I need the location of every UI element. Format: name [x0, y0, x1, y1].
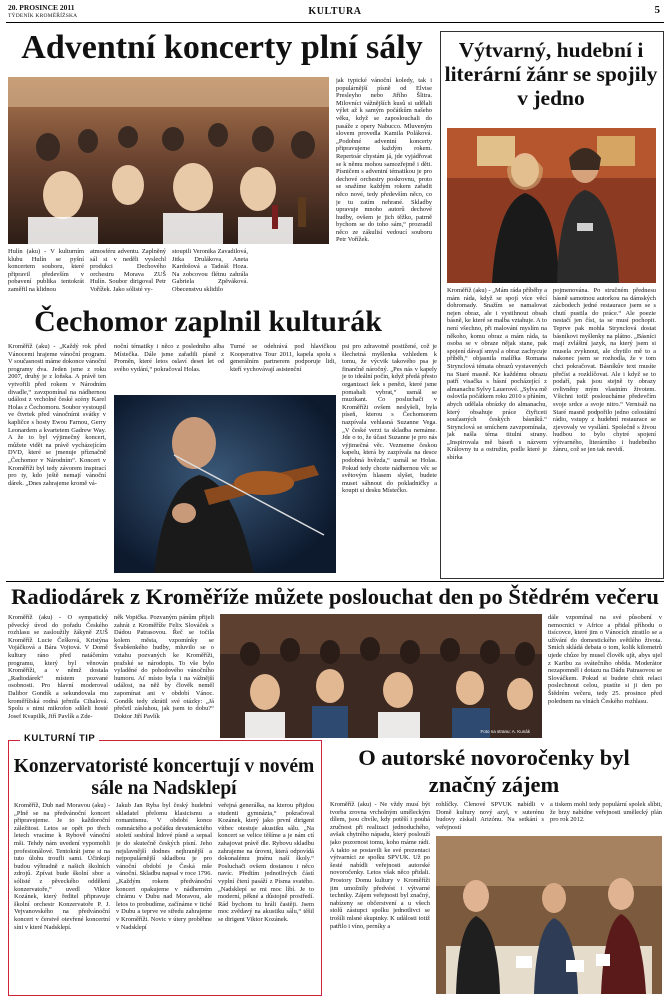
- radio-audience-image: [220, 614, 542, 738]
- painter-photo: [447, 128, 656, 283]
- article-adventni-col4: jak typické vánoční koledy, tak i populárnější písně od Elvise Presleyho nebo Jiřího Šlitra. Milovníci vážnějších kusů si udělali výlet až k samým počátkům našeho věku, když se zaposlouchali do pasáže z opery Nabucco. Mluveným slovem provedla Kamila Poláková. „Podobné adventní koncerty připravujeme každým rokem. Repertoár chystám já, jde vyjádřovat se k němu mohou samozřejmě i děti. Písničem s adventní tématikou je pro dechové orchestry poskrovnu, proto se snažíme každým rokem zařadit něco nové, tedy především něco, co je tu zatím nehrané. Skladby upravuje mnoho autorů dechové hudby, ovšem je jich těžko, patrně bychom se do toho sám,“ prozradil něco ze zákulisí vedoucí souboru Petr Vořížek.: [336, 77, 432, 244]
- header-rule: [6, 22, 664, 23]
- article-cechomor-col3: psi pro zdravotně postižené, což je šlechetná myšlenka vzhledem k tomu, že výcvik takového psa je finančně náročný. „Pes nás v kapely je to ideální počin, když předá přesto organizaci šek s penězi, které jsme pomahali vybrat,“ usmál se muzikant. Co posluchači v Kroměříži ovšem neslyšeli, byla píseň, kterou s Čechomorem nazpívala vehlasná Suzanne Vega. „V české verzi ta skladba nemáme. Jde o to, že účast Suzanne je pro nás výjimečná věc. Vezmeme českou kapelu, která by zazpívala na desce podobná hvězda,“ usmál se Holas. Pokud tedy chcete nádhernou věc se světovým hlasem slyšet, budete muset sáhnout do pokladničky a koupit si desku Místečko.: [342, 343, 437, 495]
- article-cechomor-col2b: Turné se odehrává pod hlavičkou Kooperativa Tour 2011, kapela spolu s generálním partnerem podporuje lidi, kteří vychovávají asistenční: [230, 343, 336, 373]
- concert-audience-image: [8, 77, 329, 244]
- novorocenky-image: [436, 836, 662, 994]
- article-novorocenky-col1: Kroměříž (aku) - Ne vždy musí být tvorba zrovna vrcholným uměleckým dílem, jsou chvíle, kdy potěší i pouhá zručnost při realizaci jednoduchého, avšak chytrého nápadu, který poslouží jako pozornost tomu, koho máme rádi. A takto se postavili ke své prezentaci výtvarníci ze spolku SPVUK. Už po šesté nabídli veřejnosti autorské novoročenky. Letos však něco přidali. Prostory Domu kultury v Kroměříži jim umožnily předvést i výtvarné techniky. Zájem veřejnosti byl značný, nabízeny se občerstvení a u všech stolů zástupci spolku jednotlivci se trošíli mlsné skupinky. K události totiž patřilo i víno, perníky a: [330, 801, 430, 930]
- page-number: 5: [654, 4, 660, 16]
- article-konzervatoriste-col2: Jakub Jan Ryba byl český hudební skladatel přelomu klasicismu a romantismu. V období konce osmnáctého a počátku devatenáctého století sesbíral lidové písně a sepsal je do skutečně českých písní. Jeho nejslavnější dodnes nejhranější a nejpopulárnější skladbou je pro vánoční období je Česká mše vánoční. Skladbu napsal v roce 1796. „Každým rokem předvánoční koncert opakujeme v nádherném chrámu v Dubu nad Moravou, ale letos to probudíme, začínáme v tiché v Dubu a teprve ve středu zahrajeme v Kroměříži. Novic v útery proběhne v Nadsklepí: [116, 802, 212, 931]
- article-cechomor-col1: Kroměříž (aku) - „Každý rok před Vánocemi hrajeme vánoční program. V současnosti máme dokonce vánoční programy dva. Jeden jsme z roku 2007, druhý je z loňska. A právě ten vytvořili před rokem v Národním divadle,“ zavzpomínal na nádhernou událost z vrcholné české scény Karel Holas z Čechomoru. Soubor vystoupil ve čtvrtek před vánočními svátky v kapličce s hosty Ewou Farnou, Gerry Leonardem a kvartetem Gadrew Way. A že to byl výjimečný koncert, můžete vidět na právě vycházejícím DVD, které se jmenuje příznačně „Čechomor v Národním“. Koncert v Kroměříži byl tedy závorem inspirací pro ty, kdo ještě nemají vánoční dárek. „Dnes zahrajeme kromě vá-: [8, 343, 106, 487]
- paper-name: TÝDENÍK KROMĚŘÍŽSKA: [8, 13, 78, 19]
- violinist-image: [114, 395, 336, 573]
- violinist-photo: [114, 395, 336, 573]
- novorocenky-photo: [436, 836, 662, 994]
- article-vytvarny-title: Výtvarný, hudební i literární žánr se spojily v jedno: [444, 38, 658, 110]
- article-konzervatoriste-title: Konzervatoristé koncertují v novém sále na Nadsklepí: [13, 756, 315, 799]
- issue-date: 20. PROSINCE 2011: [8, 3, 75, 12]
- concert-audience-photo: [8, 77, 329, 244]
- radio-audience-photo: [220, 614, 542, 738]
- section-name: KULTURA: [308, 6, 362, 17]
- article-vytvarny-col1: Kroměříž (aku) - „Mám ráda příběhy a mám ráda, když se spojí více věcí dohromady. Snažím se namalovat nejen obraz, ale i vystihnout obsah básně, ke které se malba vztahuje. A to není všechno, při malování myslím na někoho, komu obraz a mám ráda, ta osoba se v obraze nějak stane, pak spojení dávají smysl a obraz zachycuje příběh,“ objasnila malířka Romana Strynclová témata obrazů vystavených na Staré masně. Ke každému obrazu patří visačka s básní pocházející z almanachu Sylvy Lauerové. „Sylva mě oslovila počátkem roku 2010 s přáním, abych udělala obrázky do almanachu, který obsahuje práce čtyřiceti současných českých básníků.“ Strynclová se smíchem zavzpomínala, jak našla téma titulní strany. „Inspirovala mě báseň s názvem Královny tu a ostružin, podle které je sbírka: [447, 287, 547, 462]
- article-novorocenky-col2: rohlíčky. Členové SPVUK nabídli v Domě kultury nový azyl, v suterénu budovy získali Arizónu. Na setkání s veřejností: [436, 801, 544, 831]
- article-cechomor-title: Čechomor zaplnil kulturák: [34, 305, 382, 338]
- article-novorocenky-col3: a tiskem mohl tedy populární spolek slíbit, že brzy nabídne veřejnosti umělecký plán pro rok 2012.: [550, 801, 662, 824]
- section-rule-1: [6, 581, 664, 582]
- article-adventni-title: Adventní koncerty plní sály: [21, 29, 423, 66]
- article-adventni-col3: stoupili Veronika Zavadilová, Jitka Drulákova, Aneta Kardošová a Tadeáš Hoza. Na zobcovou flétnu zahrála Gabriela Zpěváková. Obecenstvu sklidilo: [172, 248, 248, 293]
- article-adventni-col1: Hulín (aku) - V kulturním klubu Hulín se pyšní koncertem souboru, které připravil především v pobavení publika tentokrát zaměřil na klidnou: [8, 248, 84, 293]
- article-radiodarek-col4: dále vzpomínal na své působení v nemocnici v Africe a přidal příhodu o tisícovce, které jim o Vánocích ztratilo se a užívání do domestického světlého života. Smích skládá debata o tom, kolik kilometrů ujede chůze by musel člověk ujít, abys ujel z Karibu za svátečního oběda. Moderátor nezapomněl i dotazu na Dádu Patrasovou se Slováčkem. Pokud si budete chtít relaci poslechnout celou, pustíte si ji den po Štědrém večeru, tedy 25. prosince před polednem na vlnách Českého rozhlasu.: [548, 614, 662, 705]
- photo-credit: Foto na stranu: A. Kunák: [480, 729, 530, 734]
- article-vytvarny-col2: pojmenována. Po stručném přednesu básně samotnou autorkou na dámských zácbodech jedné restaurace jsem se s chutí pustila do práce.“ Ale poezie nestačí jen číst, ta se musí pochopit. Teprve pak mohla Strynclová dostat básníkovi myšlenky na plátno. „Básníci mají zvláštní jazyk, na který jsem si musela zvyknout, ale chytilo mě to a nakonec jsem se rozhodla, že v tom chci pokračovat. Básníkův text musíte přečíst a rozklíčovat. Ale i když se to podaří, pak jsou stejně ty obrazy ovlivněny mým vlastním životem. Všichni totiž posloucháme předevčím svoje srdce a svoje nitro.“ Vernisáž na Staré masně podpořilo jedno celostátní rádio, vstupy z hudební restaurace se zjevovaly ve vysílání. Společně s živou hudbou to bylo chytré spojení výtvarného, literárního i hudebního žánru, což se jen tak nevidí.: [553, 287, 656, 454]
- article-novorocenky-title: O autorské novoročenky byl značný zájem: [358, 745, 630, 797]
- article-cechomor-col2: noční tématiky i něco z posledního alba Místečka. Dále jsme zařadili písně z Proměn, které letos oslaví deset let od svého vydání,“ pokračoval Holas.: [114, 343, 224, 373]
- painter-image: [447, 128, 656, 283]
- article-radiodarek-col1: Kroměříž (aku) - O sympatický pěvecký úvod do pořadu Českého rozhlasu se zasloužily žákyně ZUŠ Kroměříž Lucie Češková, Kristýna Vojáčková a Bára Vojtová. V Domě kultury ráno před natáčením programu, který byl věnován Kroměříži, a v němž dostala „Radiodárek“ místem pozvané osobnosti. Pro hlavní moderoval Dalibor Gondík a sekundovala mu kroměřížská rodná jeřmila Cihalová. Spolu s nimi mikrofon sdíleli hosté Josef Kvapilík, Jiří Pavlík a Zde-: [8, 614, 108, 720]
- article-radiodarek-title: Radiodárek z Kroměříže můžete poslouchat den po Štědrém večeru: [11, 584, 659, 609]
- article-konzervatoriste-col3: veřejná generálka, na kterou přijdou studenti gymnázia,“ pokračoval Kozánek, který jako první dirigent vítbec otestuje akustiku sálu. „Na koncert se velice těšíme a je nám ctí zahajovat právě dle. Rybovu skladbu zahrajeme na úrovni, která odpovídá dokonalému jménu naší školy.“ Posluchači ovšem dostanou i něco navíc. Předtím jednotlivých částí vyplní čtení pasáží z Písma svatého. „Nadsklepí se mi moc líbí. Je to moderní, pěkné a důstojně prostředí. Rád bychom tu hráli častěji. Jsem moc zvědavý na akustiku sálu,“ těšil se dirigent Viktor Kozánek.: [218, 802, 314, 923]
- article-adventni-col2: atmosféru adventu. Zaplněný sál si v neděli vyslechl produkci Dechového orchestru Morava ZUŠ Hulín. Soubor dirigoval Petr Vořížek. Jako sólisté vy-: [90, 248, 166, 293]
- article-radiodarek-col2: něk Vopička. Pozvaným pánům přijeli zahrát z Kroměříže Felix Slováček s Dádou Patrasovou. Řeč se točila kolem města, vzpomínky se Švabšenkého hudby, mluvilo se o vztahu pozvaných ke Kroměříži, pražské se národopis. To vše bylo vyladěné do pohodového vánočního humoru. Ať místo byla i na vážnější událost, na něž by člověk neměl zapomínat ani v období Vánoc. Gondík tedy zkrátil své otázky: „Já přečetl zásluhou, jak jsem to dobu?“ Doktor Jiří Pavlík: [114, 614, 214, 720]
- kulturni-tip-label: KULTURNÍ TIP: [20, 733, 99, 744]
- article-konzervatoriste-col1: Kroměříž, Dub nad Moravou (aku) - „Plně se na předvánoční koncert připravujeme. Je to každoroční záležitost. Letos se opět po třech letech vracíme k Rybově vánoční mši. Tehdy nám uvedení vypomohli profesionálové. Tentokrát jsme si na tuto úlohu troufli sami. Účinkují budou výhradně z našich školních zdrojů. Zpívat bude školní sbor a sólisté z pěveckého oddělení konzervatoře,“ uvedl Viktor Kozánek, který ředitel připravuje školní orchestr Konzervatoře P. J. Vejvanovského na předvánoční koncert v čerstvě otevřené koncertní síni v které Nadsklepí.: [14, 802, 110, 931]
